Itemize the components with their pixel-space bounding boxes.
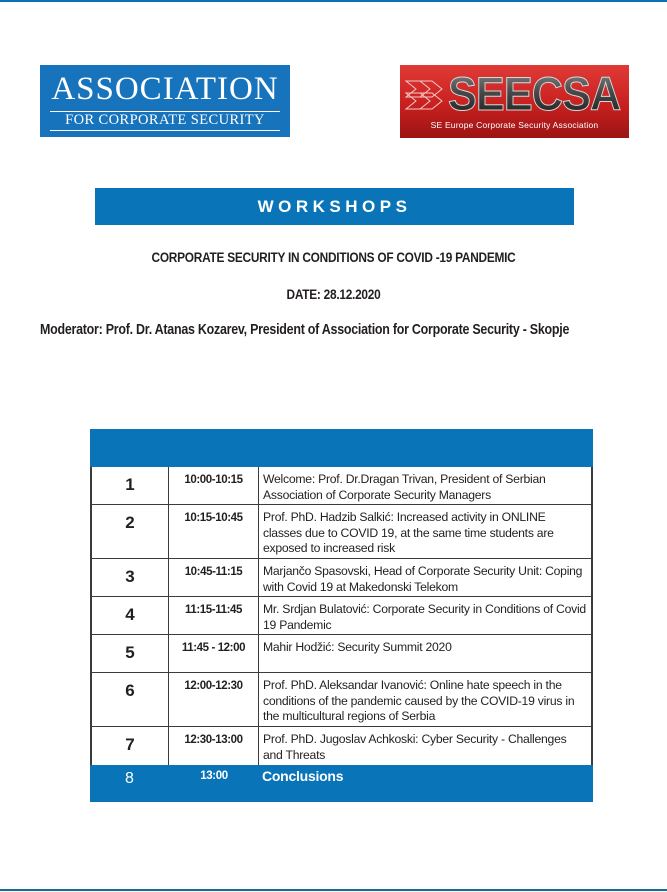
moderator-line: Moderator: Prof. Dr. Atanas Kozarev, President of Association for Corporate Security - Skopje bbox=[40, 321, 570, 338]
row-number: 1 bbox=[92, 467, 169, 504]
acs-logo bbox=[40, 65, 290, 137]
row-description: Prof. PhD. Jugoslav Achkoski: Cyber Security - Challenges and Threats bbox=[263, 732, 567, 762]
seecsa-logo bbox=[400, 65, 629, 138]
table-row bbox=[90, 635, 593, 673]
acs-logo-title: ASSOCIATION bbox=[51, 71, 279, 107]
row-time: 10:00-10:15 bbox=[169, 467, 259, 504]
workshops-banner bbox=[95, 188, 574, 225]
row-time: 10:15-10:45 bbox=[169, 505, 259, 558]
bottom-border-rule bbox=[0, 889, 667, 891]
seecsa-tagline: SE Europe Corporate Security Association bbox=[430, 120, 599, 130]
row-time: 11:45 - 12:00 bbox=[169, 635, 259, 672]
seecsa-wordmark: SEECSA bbox=[448, 67, 621, 120]
table-row bbox=[90, 467, 593, 505]
row-description: Marjančo Spasovski, Head of Corporate Security Unit: Coping with Covid 19 at Makedonski Telekom bbox=[263, 564, 583, 594]
row-description: Mahir Hodžić: Security Summit 2020 bbox=[263, 640, 452, 654]
row-time: 12:30-13:00 bbox=[169, 727, 259, 765]
table-row bbox=[90, 727, 593, 765]
row-number: 2 bbox=[92, 505, 169, 558]
row-number: 8 bbox=[125, 770, 134, 787]
table-row bbox=[90, 597, 593, 635]
row-description: Mr. Srdjan Bulatović: Corporate Security in Conditions of Covid 19 Pandemic bbox=[263, 602, 586, 632]
row-number: 5 bbox=[92, 635, 169, 672]
agenda-table bbox=[90, 429, 593, 802]
event-date: DATE: 28.12.2020 bbox=[286, 287, 381, 302]
table-row bbox=[90, 559, 593, 597]
row-number: 7 bbox=[92, 727, 169, 765]
top-border-rule bbox=[0, 0, 667, 2]
acs-logo-rule bbox=[50, 130, 280, 131]
row-time: 10:45-11:15 bbox=[169, 559, 259, 596]
row-number: 6 bbox=[92, 673, 169, 726]
row-time: 12:00-12:30 bbox=[169, 673, 259, 726]
row-number: 4 bbox=[92, 597, 169, 634]
workshops-banner-label: WORKSHOPS bbox=[257, 196, 412, 216]
row-description: Prof. PhD. Hadzib Salkić: Increased activity in ONLINE classes due to COVID 19, at the same time students are exposed to increased risk bbox=[263, 510, 554, 555]
acs-logo-subtitle: FOR CORPORATE SECURITY bbox=[65, 112, 265, 128]
agenda-table-header bbox=[90, 429, 593, 467]
event-title: CORPORATE SECURITY IN CONDITIONS OF COVID -19 PANDEMIC bbox=[151, 250, 516, 265]
table-row-conclusions bbox=[90, 765, 593, 802]
chevron-cubes-icon bbox=[404, 75, 448, 115]
row-description: Welcome: Prof. Dr.Dragan Trivan, President of Serbian Association of Corporate Security Managers bbox=[263, 472, 546, 502]
row-time: 11:15-11:45 bbox=[169, 597, 259, 634]
row-description: Conclusions bbox=[262, 768, 344, 784]
row-number: 3 bbox=[92, 559, 169, 596]
row-time: 13:00 bbox=[200, 770, 228, 782]
table-row bbox=[90, 673, 593, 727]
table-row bbox=[90, 505, 593, 559]
row-description: Prof. PhD. Aleksandar Ivanović: Online hate speech in the conditions of the pandemic caused by the COVID-19 virus in the multicultural regions of Serbia bbox=[263, 678, 575, 723]
